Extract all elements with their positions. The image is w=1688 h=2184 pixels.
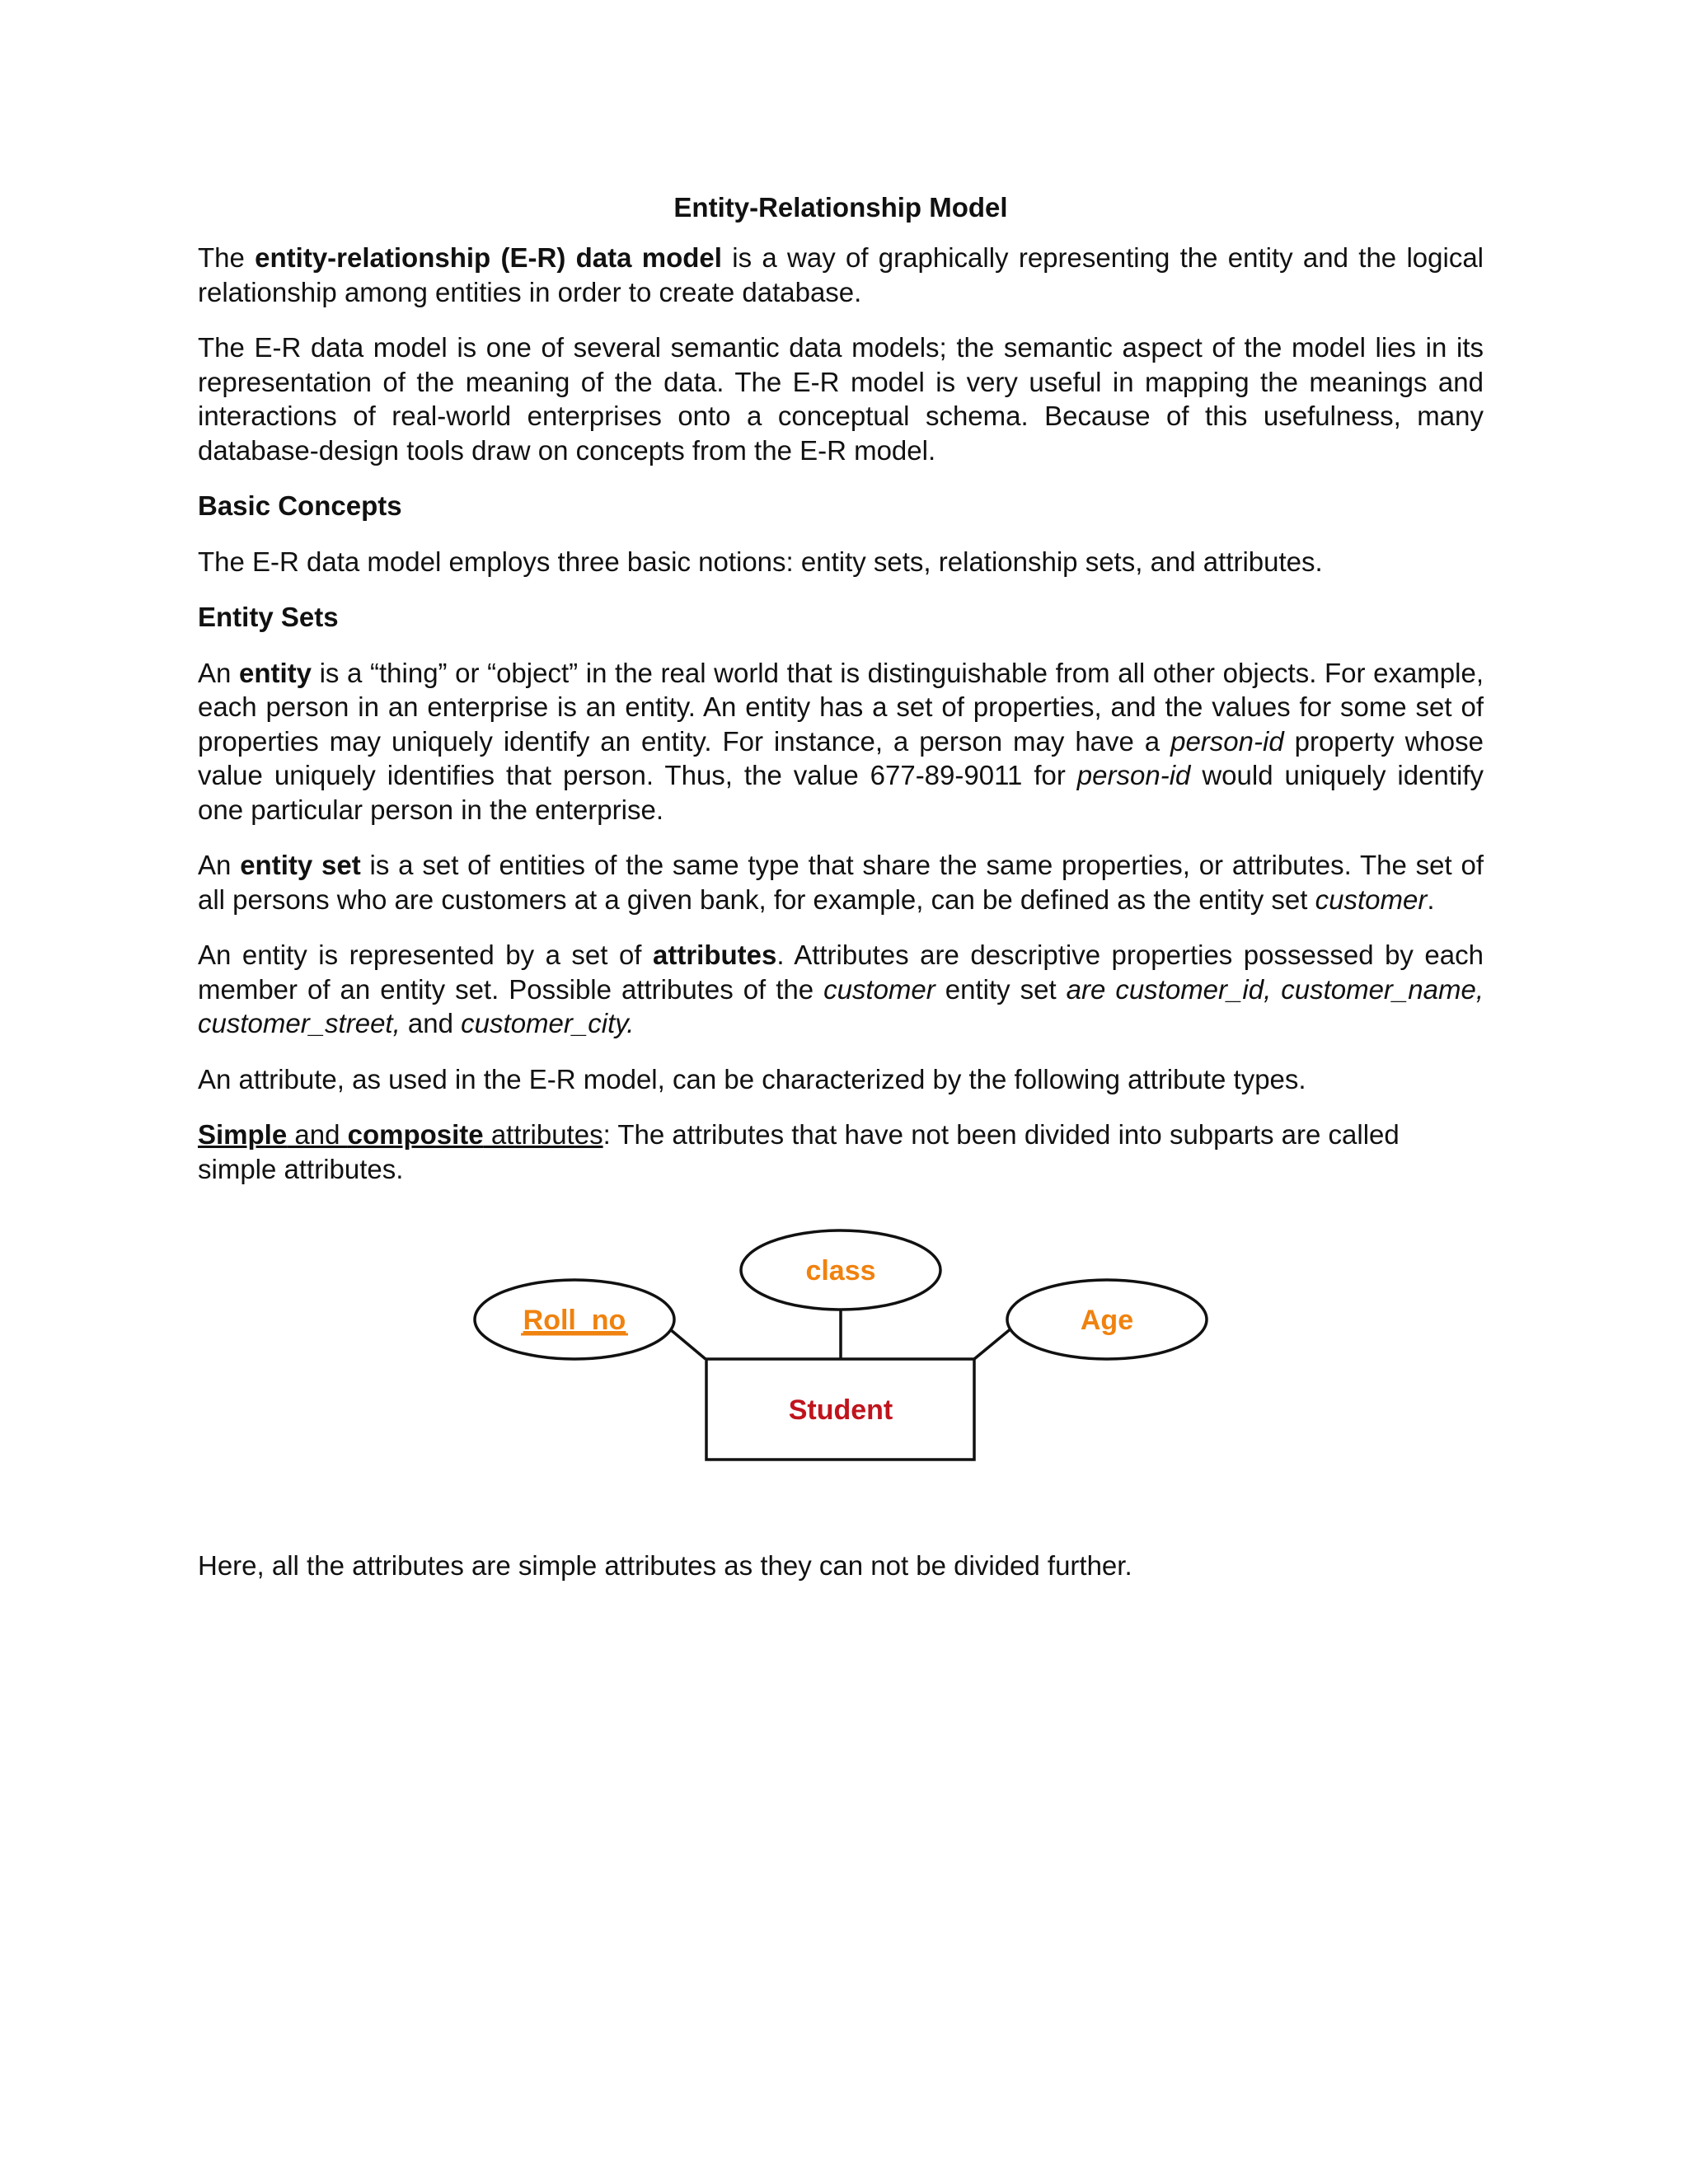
er-diagram <box>198 1219 1484 1516</box>
term-person-id-2: person-id <box>1076 760 1191 790</box>
attribute-label-class: class <box>805 1255 876 1286</box>
term-customer-attributes: are customer_id, customer_name, customer_street, <box>198 973 1484 1038</box>
term-person-id: person-id <box>1170 725 1284 757</box>
attribute-label-roll-no: Roll_no <box>523 1305 626 1336</box>
heading-basic-concepts: Basic Concepts <box>198 490 402 521</box>
paragraph-conclusion: Here, all the attributes are simple attributes as they can not be divided further. <box>198 1550 1132 1581</box>
paragraph-semantic-model: The E-R data model is one of several semantic data models; the semantic aspect of the model lies in its representation of the meaning of the data. The E-R model is very useful in mapping the meanings and interactions of real-world enterprises onto a conceptual schema. Because of this usefulness, many database-design tools draw on concepts from the E-R model. <box>198 332 1484 466</box>
term-entity: entity <box>238 657 312 688</box>
underlined-heading: Simple and composite attributes <box>198 1119 603 1150</box>
term-simple: Simple <box>198 1119 288 1150</box>
attribute-label-age: Age <box>1080 1305 1134 1336</box>
paragraph-basic-notions: The E-R data model employs three basic notions: entity sets, relationship sets, and attributes. <box>198 546 1323 577</box>
term-attributes: attributes <box>653 940 777 970</box>
term-er-data-model: entity-relationship (E-R) data model <box>255 242 722 273</box>
er-diagram-svg <box>198 1219 1484 1516</box>
paragraph-entity: An entity is a “thing” or “object” in the real world that is distinguishable from all other objects. For example, each person in an enterprise is an entity. An entity has a set of properties, and the values for some set of properties may uniquely identify an entity. For instance, a person may have a person-id property whose value uniquely identifies that person. Thus, the value 677-89-9011 for person-id would uniquely identify one particular person in the enterprise. <box>198 657 1484 825</box>
term-customer-2: customer <box>823 973 935 1005</box>
term-customer: customer <box>1315 883 1428 915</box>
paragraph-attribute-types: An attribute, as used in the E-R model, can be characterized by the following attribute types. <box>198 1063 1306 1094</box>
paragraph-entity-set: An entity set is a set of entities of the same type that share the same properties, or attributes. The set of all persons who are customers at a given bank, for example, can be defined as the entity set customer. <box>198 850 1484 915</box>
paragraph-er-definition: The entity-relationship (E-R) data model is a way of graphically representing the entity and the logical relationship among entities in order to create database. <box>198 242 1484 307</box>
document-page <box>198 191 1484 1605</box>
paragraph-attributes: An entity is represented by a set of attributes. Attributes are descriptive properties possessed by each member of an entity set. Possible attributes of the customer entity set are customer_id, customer_name, customer_street, and customer_city. <box>198 940 1484 1038</box>
term-entity-set: entity set <box>240 850 361 880</box>
document-title: Entity-Relationship Model <box>673 192 1008 223</box>
term-customer-city: customer_city. <box>461 1008 635 1038</box>
term-composite: composite <box>347 1119 484 1150</box>
heading-entity-sets: Entity Sets <box>198 602 339 632</box>
entity-label-student: Student <box>788 1394 893 1426</box>
paragraph-simple-composite: Simple and composite attributes: The attributes that have not been divided into subparts are called simple attributes. <box>198 1119 1400 1184</box>
